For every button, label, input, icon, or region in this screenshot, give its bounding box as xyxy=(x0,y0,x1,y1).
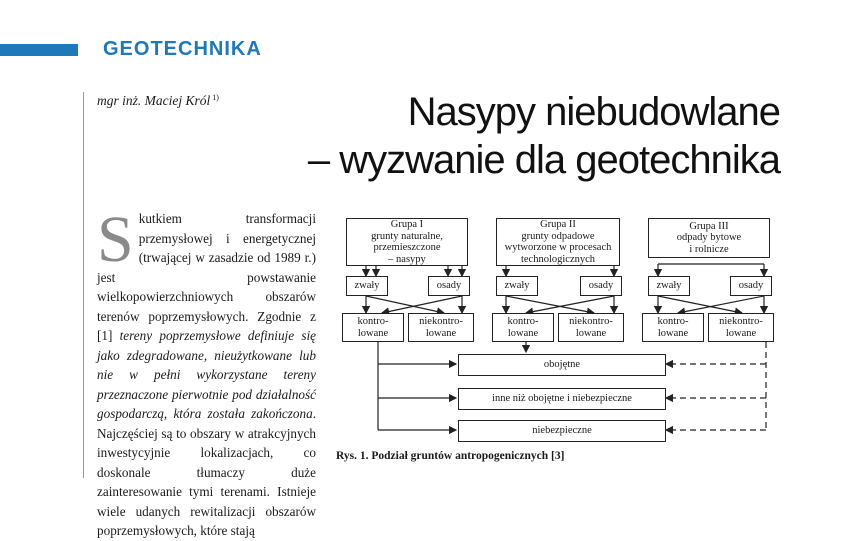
body-definition: tereny poprzemysłowe definiuje się jako zdegradowane, nieużytkowane lub nie w pełni wykorzystane tereny przeznaczone pierwotnie pod działalność gospodarczą, która została zakończona xyxy=(97,328,316,421)
uncontrolled-box-2: niekontro- lowane xyxy=(558,313,624,342)
title-line-2: – wyzwanie dla geotechnika xyxy=(307,138,780,182)
osady-box-3: osady xyxy=(730,276,772,296)
body-intro: kutkiem transformacji przemysłowej i energetycznej (trwającej w zasadzie od 1989 r.) jest powstawanie wielkopowierzchniowych obszarów terenów poprzemysłowych. Zgodnie z [1] xyxy=(97,211,316,343)
drop-cap: S xyxy=(97,203,134,276)
zwaly-box-1: zwały xyxy=(346,276,388,296)
column-rule xyxy=(83,92,84,478)
author-footnote: 1) xyxy=(212,93,219,102)
controlled-box-1: kontro- lowane xyxy=(342,313,404,342)
group-box-2: Grupa II grunty odpadowe wytworzone w procesach technologicznych xyxy=(496,218,620,266)
article-title xyxy=(308,88,780,184)
category-hazardous: niebezpieczne xyxy=(458,420,666,442)
section-accent-bar xyxy=(0,44,78,56)
figure-caption: Rys. 1. Podział gruntów antropogenicznych [3] xyxy=(336,450,565,462)
body-text xyxy=(97,203,316,541)
zwaly-box-3: zwały xyxy=(648,276,690,296)
group-box-1: Grupa I grunty naturalne, przemieszczone – nasypy xyxy=(346,218,468,266)
controlled-box-2: kontro- lowane xyxy=(492,313,554,342)
zwaly-box-2: zwały xyxy=(496,276,538,296)
osady-box-2: osady xyxy=(580,276,622,296)
section-title: GEOTECHNIKA xyxy=(103,38,262,60)
title-line-1: Nasypy niebudowlane xyxy=(407,90,780,134)
category-inert: obojętne xyxy=(458,354,666,376)
uncontrolled-box-3: niekontro- lowane xyxy=(708,313,774,342)
uncontrolled-box-1: niekontro- lowane xyxy=(408,313,474,342)
osady-box-1: osady xyxy=(428,276,470,296)
group-box-3: Grupa III odpady bytowe i rolnicze xyxy=(648,218,770,258)
body-rest: . Najczęściej są to obszary w atrakcyjnych inwestycyjnie lokalizacjach, co doskonale tłumaczy duże zainteresowanie tymi terenami. Istnieje wiele udanych rewitalizacji obszarów poprzemysłowych, które stają xyxy=(97,406,316,538)
author-name: mgr inż. Maciej Król xyxy=(97,93,211,108)
author-byline xyxy=(97,93,219,109)
category-non-hazardous: inne niż obojętne i niebezpieczne xyxy=(458,388,666,410)
controlled-box-3: kontro- lowane xyxy=(642,313,704,342)
classification-diagram xyxy=(336,212,782,444)
